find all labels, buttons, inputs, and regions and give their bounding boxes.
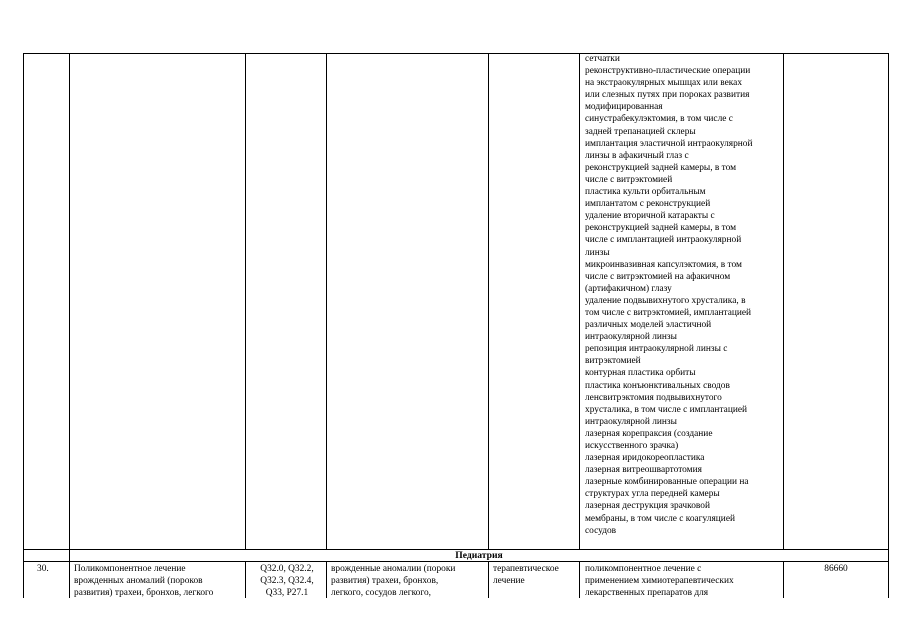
method-line: хрусталика, в том числе с имплантацией [585, 404, 748, 415]
profile-name: Поликомпонентное лечение врожденных аномалий (пороков развития) трахеи, бронхов, легкого [74, 564, 214, 599]
method-line: контурная пластика орбиты [585, 368, 696, 379]
column-divider [69, 53, 70, 598]
method-line: числе с витрэктомией [585, 174, 673, 185]
method-line: лазерная витреошвартотомия [585, 465, 702, 476]
row-divider [23, 561, 889, 562]
method-line: микроинвазивная капсулэктомия, в том [585, 259, 742, 270]
method-line: или слезных путях при пороках развития [585, 90, 750, 101]
method-line: пластика конъюнктивальных сводов [585, 380, 730, 391]
method-line: (артифакичном) глазу [585, 283, 672, 294]
method-line: на экстраокулярных мышцах или веках [585, 78, 743, 89]
methods-list [585, 53, 785, 537]
cost-value: 86660 [824, 564, 848, 574]
method-line: удаление вторичной катаракты с [585, 211, 715, 222]
patient-model: врожденные аномалии (пороки развития) трахеи, бронхов, легкого, сосудов легкого, [331, 564, 456, 599]
column-divider [245, 53, 246, 550]
method-line: линзы в афакичный глаз с [585, 150, 689, 161]
method-line: числе с витрэктомией на афакичном [585, 271, 731, 282]
method-line: линзы [585, 247, 610, 258]
column-divider [326, 53, 327, 550]
method-line: мембраны, в том числе с коагуляцией [585, 513, 736, 524]
method-line: реконструкцией задней камеры, в том [585, 223, 737, 234]
method-line: модифицированная [585, 102, 663, 113]
treatment-method: поликомпонентное лечение с применением химиотерапевтических лекарственных препаратов для [585, 564, 734, 599]
method-line: сосудов [585, 525, 617, 536]
method-line: лазерная корепраксия (создание [585, 428, 713, 439]
column-divider [326, 561, 327, 598]
method-line: искусственного зрачка) [585, 441, 679, 451]
method-line: интраокулярной линзы [585, 416, 677, 427]
method-line: лазерные комбинированные операции на [585, 477, 749, 488]
table-border-right [888, 53, 889, 598]
section-title: Педиатрия [455, 550, 503, 561]
column-divider [579, 561, 580, 598]
table-border-left [23, 53, 24, 598]
method-line: сетчатки [585, 54, 620, 64]
method-line: лазерная иридокореопластика [585, 453, 705, 464]
method-line: синустрабекулэктомия, в том числе с [585, 114, 733, 125]
column-divider [783, 561, 784, 598]
method-line: том числе с витрэктомией, имплантацией [585, 307, 752, 318]
method-line: структурах угла передней камеры [585, 489, 720, 500]
method-line: задней трепанацией склеры [585, 126, 696, 137]
column-divider [579, 53, 580, 550]
method-line: числе с имплантацией интраокулярной [585, 235, 742, 246]
method-line: имплантация эластичной интраокулярной [585, 138, 753, 149]
row-number: 30. [37, 564, 49, 574]
method-line: пластика культи орбитальным [585, 187, 706, 198]
column-divider [488, 561, 489, 598]
method-line: реконструкцией задней камеры, в том [585, 162, 737, 173]
column-divider [245, 561, 246, 598]
method-line: витрэктомией [585, 356, 641, 367]
treatment-type: терапевтическое лечение [493, 564, 559, 587]
method-line: ленсвитрэктомия подвывихнутого [585, 392, 722, 403]
method-line: репозиция интраокулярной линзы с [585, 344, 728, 355]
method-line: реконструктивно-пластические операции [585, 66, 751, 77]
column-divider [488, 53, 489, 550]
method-line: удаление подвывихнутого хрусталика, в [585, 295, 746, 306]
method-line: различных моделей эластичной [585, 320, 712, 331]
method-line: лазерная деструкция зрачковой [585, 501, 710, 512]
method-line: имплантатом с реконструкцией [585, 199, 711, 210]
method-line: интраокулярной линзы [585, 332, 677, 343]
icd-codes: Q32.0, Q32.2, Q32.3, Q32.4, Q33, P27.1 [260, 564, 314, 599]
